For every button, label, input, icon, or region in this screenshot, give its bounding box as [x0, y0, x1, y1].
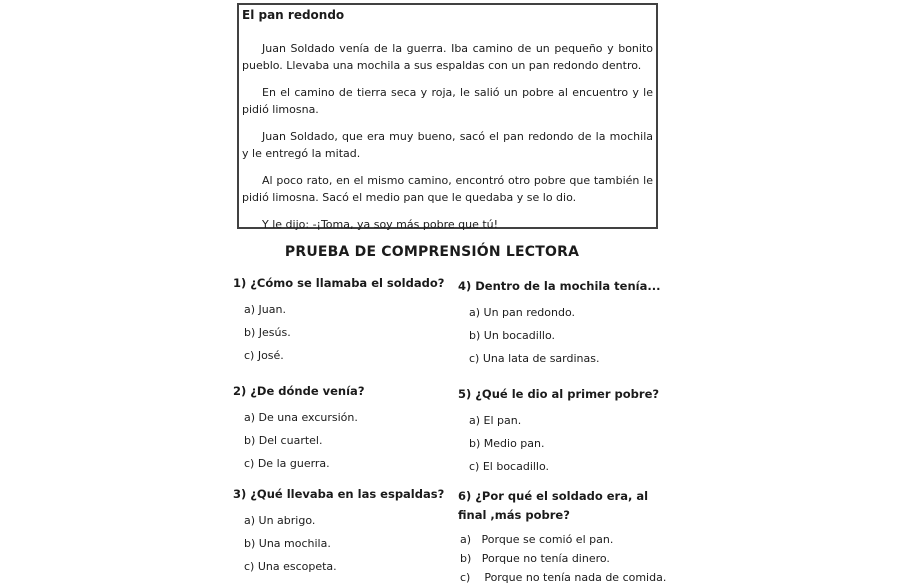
question-option: a) El pan.	[469, 414, 522, 427]
question-option: b) Jesús.	[244, 326, 291, 339]
question-title: 2) ¿De dónde venía?	[233, 384, 365, 398]
question-block-5	[458, 385, 698, 478]
question-option: c) El bocadillo.	[469, 460, 550, 473]
question-option: b) Medio pan.	[469, 437, 545, 450]
story-paragraph: Juan Soldado, que era muy bueno, sacó el pan redondo de la mochila y le entregó la mitad.	[242, 130, 653, 160]
question-title: 3) ¿Qué llevaba en las espaldas?	[233, 487, 445, 501]
story-paragraph: Al poco rato, en el mismo camino, encontró otro pobre que también le pidió limosna. Sacó el medio pan que le quedaba y se lo dio.	[242, 174, 653, 204]
story-paragraph: Juan Soldado venía de la guerra. Iba camino de un pequeño y bonito pueblo. Llevaba una mochila a sus espaldas con un pan redondo dentro.	[242, 42, 653, 72]
question-title: 5) ¿Qué le dio al primer pobre?	[458, 387, 660, 401]
question-block-4	[458, 277, 698, 370]
question-option: b) Porque no tenía dinero.	[460, 552, 610, 565]
question-option: a) Un pan redondo.	[469, 306, 575, 319]
question-option: c) De la guerra.	[244, 457, 330, 470]
question-option: c) Una lata de sardinas.	[469, 352, 600, 365]
story-title: El pan redondo	[242, 8, 345, 22]
question-option: c) Una escopeta.	[244, 560, 337, 573]
question-block-2	[233, 382, 448, 475]
story-box	[237, 3, 658, 229]
story-paragraph: En el camino de tierra seca y roja, le salió un pobre al encuentro y le pidió limosna.	[242, 86, 653, 116]
question-option: a) Porque se comió el pan.	[460, 533, 614, 546]
question-option: b) Del cuartel.	[244, 434, 323, 447]
question-title: 1) ¿Cómo se llamaba el soldado?	[233, 276, 445, 290]
question-option: c) Porque no tenía nada de comida.	[460, 571, 667, 584]
question-block-3	[233, 485, 453, 578]
question-option: b) Una mochila.	[244, 537, 331, 550]
question-option: b) Un bocadillo.	[469, 329, 555, 342]
question-block-1	[233, 274, 448, 367]
question-option: a) De una excursión.	[244, 411, 358, 424]
story-paragraph: Y le dijo: -¡Toma, ya soy más pobre que tú!	[262, 218, 499, 231]
question-option: a) Un abrigo.	[244, 514, 316, 527]
question-block-6	[458, 487, 670, 587]
question-option: c) José.	[244, 349, 284, 362]
section-heading: PRUEBA DE COMPRENSIÓN LECTORA	[284, 244, 580, 260]
question-title: 4) Dentro de la mochila tenía...	[458, 279, 661, 293]
question-title: 6) ¿Por qué el soldado era, al final ,más pobre?	[458, 489, 649, 522]
question-option: a) Juan.	[244, 303, 286, 316]
